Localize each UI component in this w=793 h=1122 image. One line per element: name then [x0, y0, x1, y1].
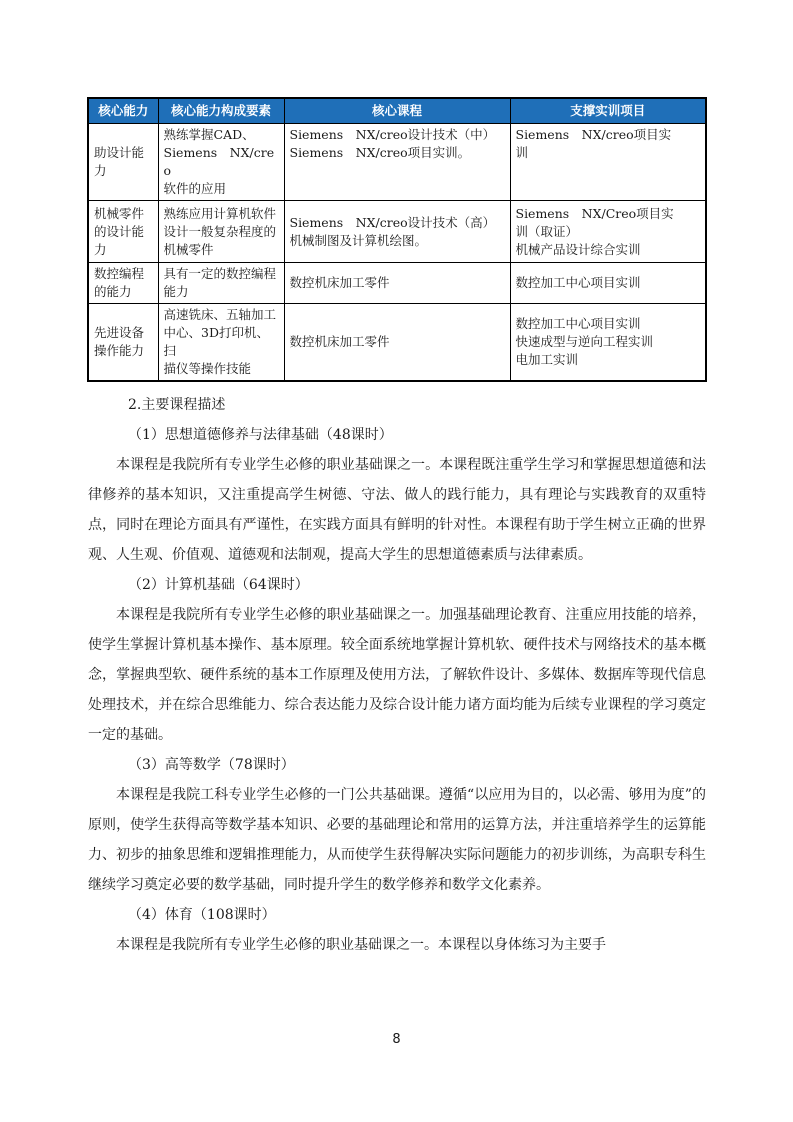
table-cell: 数控机床加工零件: [284, 304, 510, 382]
table-cell: Siemens NX/Creo项目实 训（取证） 机械产品设计综合实训: [510, 201, 706, 263]
course-title: （2）计算机基础（64课时）: [128, 577, 309, 593]
table-cell: 助设计能 力: [88, 124, 158, 201]
table-cell: 数控加工中心项目实训 快速成型与逆向工程实训 电加工实训: [510, 304, 706, 382]
header-training-projects: 支撑实训项目: [510, 98, 706, 124]
table-cell: 熟练掌握CAD、 Siemens NX/creo 软件的应用: [158, 124, 284, 201]
section-title: 2.主要课程描述: [128, 397, 226, 413]
table-cell: 数控编程 的能力: [88, 263, 158, 304]
table-cell: 机械零件 的设计能 力: [88, 201, 158, 263]
table-cell: 数控加工中心项目实训: [510, 263, 706, 304]
table-row: [88, 124, 706, 201]
core-ability-table: [87, 97, 707, 382]
course-body: 本课程是我院所有专业学生必修的职业基础课之一。本课程既注重学生学习和掌握思想道德和法律修养的基本知识，又注重提高学生树德、守法、做人的践行能力，具有理论与实践教育的双重特点，同时在理论方面具有严谨性，在实践方面具有鲜明的针对性。本课程有助于学生树立正确的世界观、人生观、价值观、道德观和法制观，提高大学生的思想道德素质与法律素质。: [88, 457, 706, 563]
header-core-ability: 核心能力: [88, 98, 158, 124]
table-cell: Siemens NX/creo设计技术（高） 机械制图及计算机绘图。: [284, 201, 510, 263]
table-cell: 熟练应用计算机软件 设计一般复杂程度的 机械零件: [158, 201, 284, 263]
table-cell: 数控机床加工零件: [284, 263, 510, 304]
table-cell: 高速铣床、五轴加工 中心、3D打印机、扫 描仪等操作技能: [158, 304, 284, 382]
header-elements: 核心能力构成要素: [158, 98, 284, 124]
table-header-row: [88, 98, 706, 124]
table-row: [88, 263, 706, 304]
table-cell: 先进设备 操作能力: [88, 304, 158, 382]
page-number: 8: [392, 1032, 401, 1047]
header-core-courses: 核心课程: [284, 98, 510, 124]
table-cell: 具有一定的数控编程 能力: [158, 263, 284, 304]
table-cell: Siemens NX/creo设计技术（中） Siemens NX/creo项目实训。: [284, 124, 510, 201]
course-title: （4）体育（108课时）: [128, 907, 276, 923]
table-row: [88, 201, 706, 263]
course-body: 本课程是我院工科专业学生必修的一门公共基础课。遵循“以应用为目的，以必需、够用为度”的原则，使学生获得高等数学基本知识、必要的基础理论和常用的运算方法，并注重培养学生的运算能力、初步的抽象思维和逻辑推理能力，从而使学生获得解决实际问题能力的初步训练，为高职专科生继续学习奠定必要的数学基础，同时提升学生的数学修养和数学文化素养。: [88, 787, 706, 893]
table-row: [88, 304, 706, 382]
course-body: 本课程是我院所有专业学生必修的职业基础课之一。加强基础理论教育、注重应用技能的培养，使学生掌握计算机基本操作、基本原理。较全面系统地掌握计算机软、硬件技术与网络技术的基本概念，掌握典型软、硬件系统的基本工作原理及使用方法，了解软件设计、多媒体、数据库等现代信息处理技术，并在综合思维能力、综合表达能力及综合设计能力诸方面均能为后续专业课程的学习奠定一定的基础。: [88, 607, 706, 743]
course-title: （1）思想道德修养与法律基础（48课时）: [128, 427, 393, 443]
course-body: 本课程是我院所有专业学生必修的职业基础课之一。本课程以身体练习为主要手: [116, 937, 606, 953]
table-cell: Siemens NX/creo项目实 训: [510, 124, 706, 201]
course-title: （3）高等数学（78课时）: [128, 757, 295, 773]
course-descriptions: [88, 390, 706, 960]
